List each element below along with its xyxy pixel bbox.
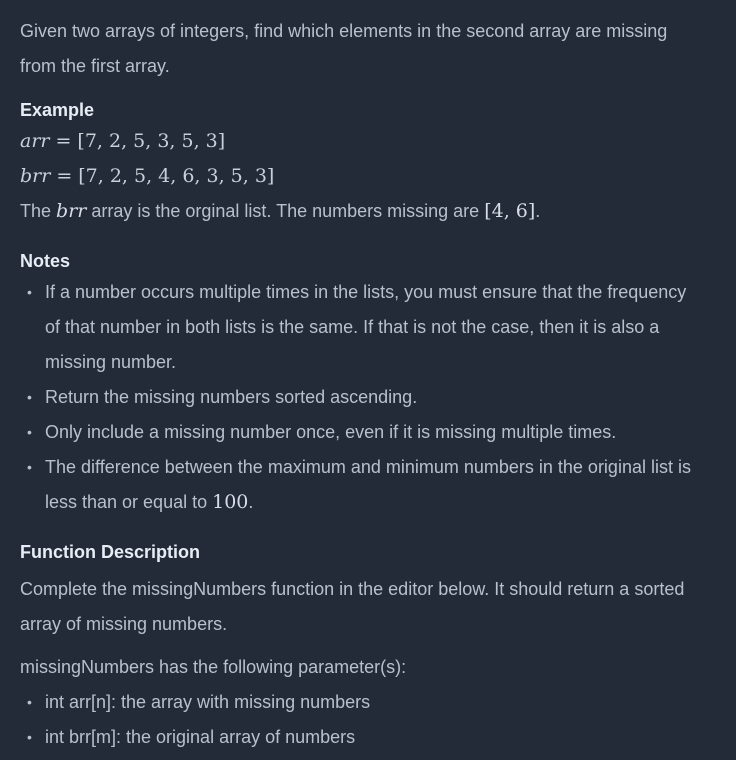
example-explanation — [20, 194, 716, 229]
note3: Only include a missing number once, even if it is missing multiple times. — [45, 422, 617, 442]
params-intro: missingNumbers has the following parameter(s): — [20, 657, 407, 677]
arr-value: [7, 2, 5, 3, 5, 3] — [77, 130, 226, 152]
function-description-text — [20, 572, 716, 642]
params-list — [20, 685, 716, 755]
list-item — [20, 685, 716, 720]
note1-line1: If a number occurs multiple times in the lists, you must ensure that the frequency — [45, 282, 687, 302]
note4-line1: The difference between the maximum and minimum numbers in the original list is — [45, 457, 691, 477]
brr-value: [7, 2, 5, 4, 6, 3, 5, 3] — [78, 165, 275, 187]
intro-text — [20, 14, 716, 84]
explanation-middle: array is the orginal list. The numbers missing are — [86, 201, 485, 221]
brr-name: brr — [20, 165, 51, 187]
bullet-icon: • — [27, 729, 32, 745]
intro-line-1: Given two arrays of integers, find which elements in the second array are missing — [20, 21, 668, 41]
function-description-heading: Function Description — [20, 542, 200, 562]
arr-equals: = — [55, 130, 72, 152]
list-item — [20, 450, 716, 520]
note1-line3: missing number. — [45, 352, 177, 372]
bullet-icon: • — [27, 694, 32, 710]
function-line2: array of missing numbers. — [20, 614, 228, 634]
list-item — [20, 415, 716, 450]
list-item — [20, 720, 716, 755]
bullet-icon: • — [27, 424, 32, 440]
note4-value: 100 — [212, 491, 249, 513]
param2: int brr[m]: the original array of numbers — [45, 727, 356, 747]
explanation-prefix: The — [20, 201, 57, 221]
notes-heading: Notes — [20, 251, 71, 271]
arr-name: arr — [20, 130, 50, 152]
note2: Return the missing numbers sorted ascending. — [45, 387, 418, 407]
intro-line-2: from the first array. — [20, 56, 170, 76]
explanation-missing: [4, 6] — [484, 200, 536, 222]
brr-definition — [20, 159, 716, 194]
example-heading: Example — [20, 100, 95, 120]
note4-suffix: . — [248, 492, 254, 512]
brr-equals: = — [56, 165, 73, 187]
arr-definition — [20, 124, 716, 159]
list-item — [20, 275, 716, 380]
notes-list — [20, 275, 716, 520]
explanation-suffix: . — [535, 201, 541, 221]
note4-line2-prefix: less than or equal to — [45, 492, 213, 512]
bullet-icon: • — [27, 284, 32, 300]
explanation-var: brr — [56, 200, 87, 222]
param1: int arr[n]: the array with missing numbers — [45, 692, 371, 712]
list-item — [20, 380, 716, 415]
note1-line2: of that number in both lists is the same. If that is not the case, then it is also a — [45, 317, 660, 337]
bullet-icon: • — [27, 459, 32, 475]
function-line1: Complete the missingNumbers function in the editor below. It should return a sorted — [20, 579, 685, 599]
bullet-icon: • — [27, 389, 32, 405]
